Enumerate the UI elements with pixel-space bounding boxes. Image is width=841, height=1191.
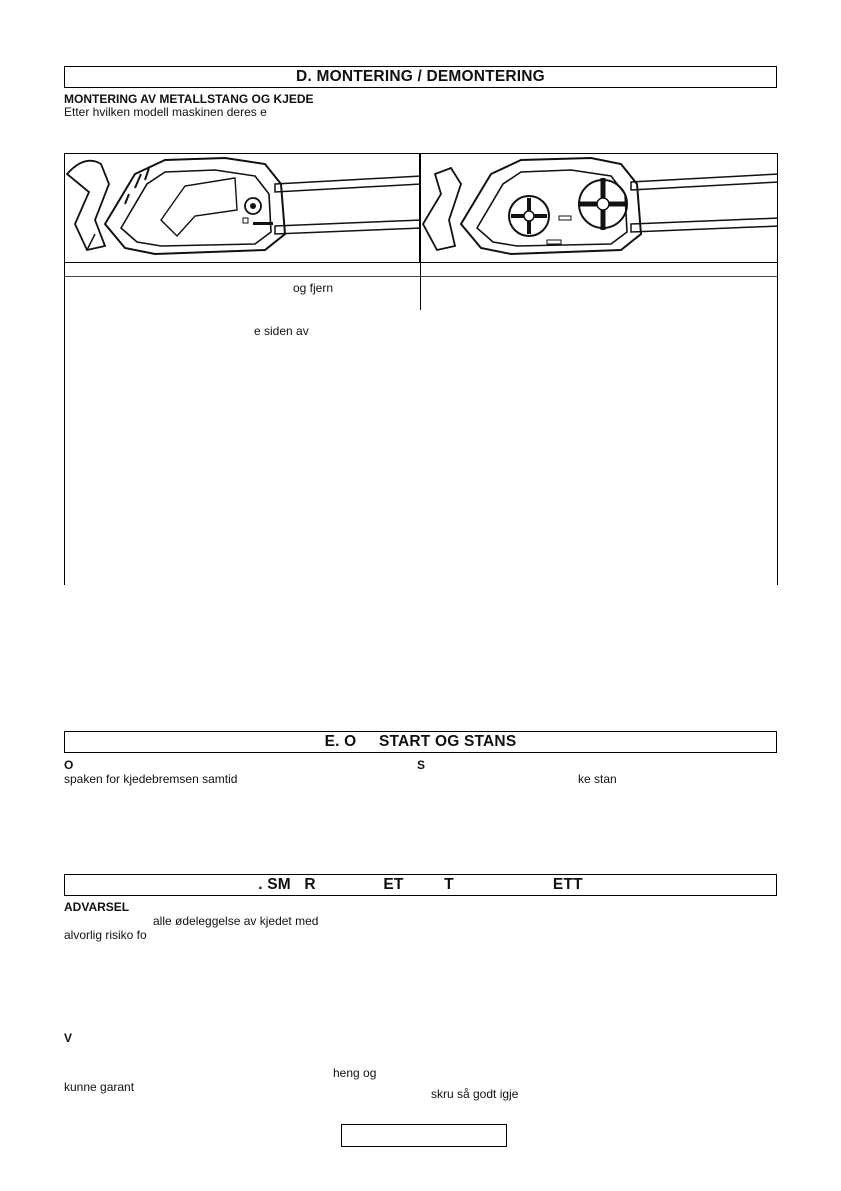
maintenance-line-a: heng og	[333, 1066, 377, 1080]
page-footer-box	[341, 1124, 507, 1147]
section-d-subheading: MONTERING AV METALLSTANG OG KJEDE	[64, 92, 314, 106]
section-e-left-heading: O	[64, 758, 74, 772]
figure-grid-line	[64, 276, 778, 277]
section-e-right-text: ke stan	[578, 772, 617, 786]
figure-grid-divider	[420, 263, 421, 310]
section-e-right-heading: S	[417, 758, 426, 772]
chainsaw-knobs-illustration	[421, 154, 778, 263]
warning-line-2: alvorlig risiko fo	[64, 928, 147, 942]
section-f-title: . SM R ET T ETT	[258, 876, 583, 893]
warning-line-1: alle ødeleggelse av kjedet med	[153, 914, 319, 928]
figure-right-border	[777, 263, 778, 585]
section-e-left-text: spaken for kjedebremsen samtid	[64, 772, 238, 786]
maintenance-line-c: skru så godt igje	[431, 1087, 519, 1101]
warning-heading: ADVARSEL	[64, 900, 130, 914]
chainsaw-cover-illustration	[65, 154, 420, 263]
section-d-title: D. MONTERING / DEMONTERING	[296, 68, 545, 85]
figure-chainsaw-knobs	[420, 153, 778, 263]
caption-fragment-2: e siden av	[254, 324, 309, 338]
figure-left-border	[64, 263, 65, 585]
section-d-header	[64, 66, 777, 88]
caption-fragment-1: og fjern	[293, 281, 334, 295]
v-heading: V	[64, 1031, 73, 1045]
section-e-header	[64, 731, 777, 753]
section-d-intro: Etter hvilken modell maskinen deres e	[64, 105, 267, 119]
section-f-header	[64, 874, 777, 896]
maintenance-line-b: kunne garant	[64, 1080, 135, 1094]
section-e-title: E. O START OG STANS	[324, 733, 517, 750]
figure-chainsaw-cover	[64, 153, 420, 263]
